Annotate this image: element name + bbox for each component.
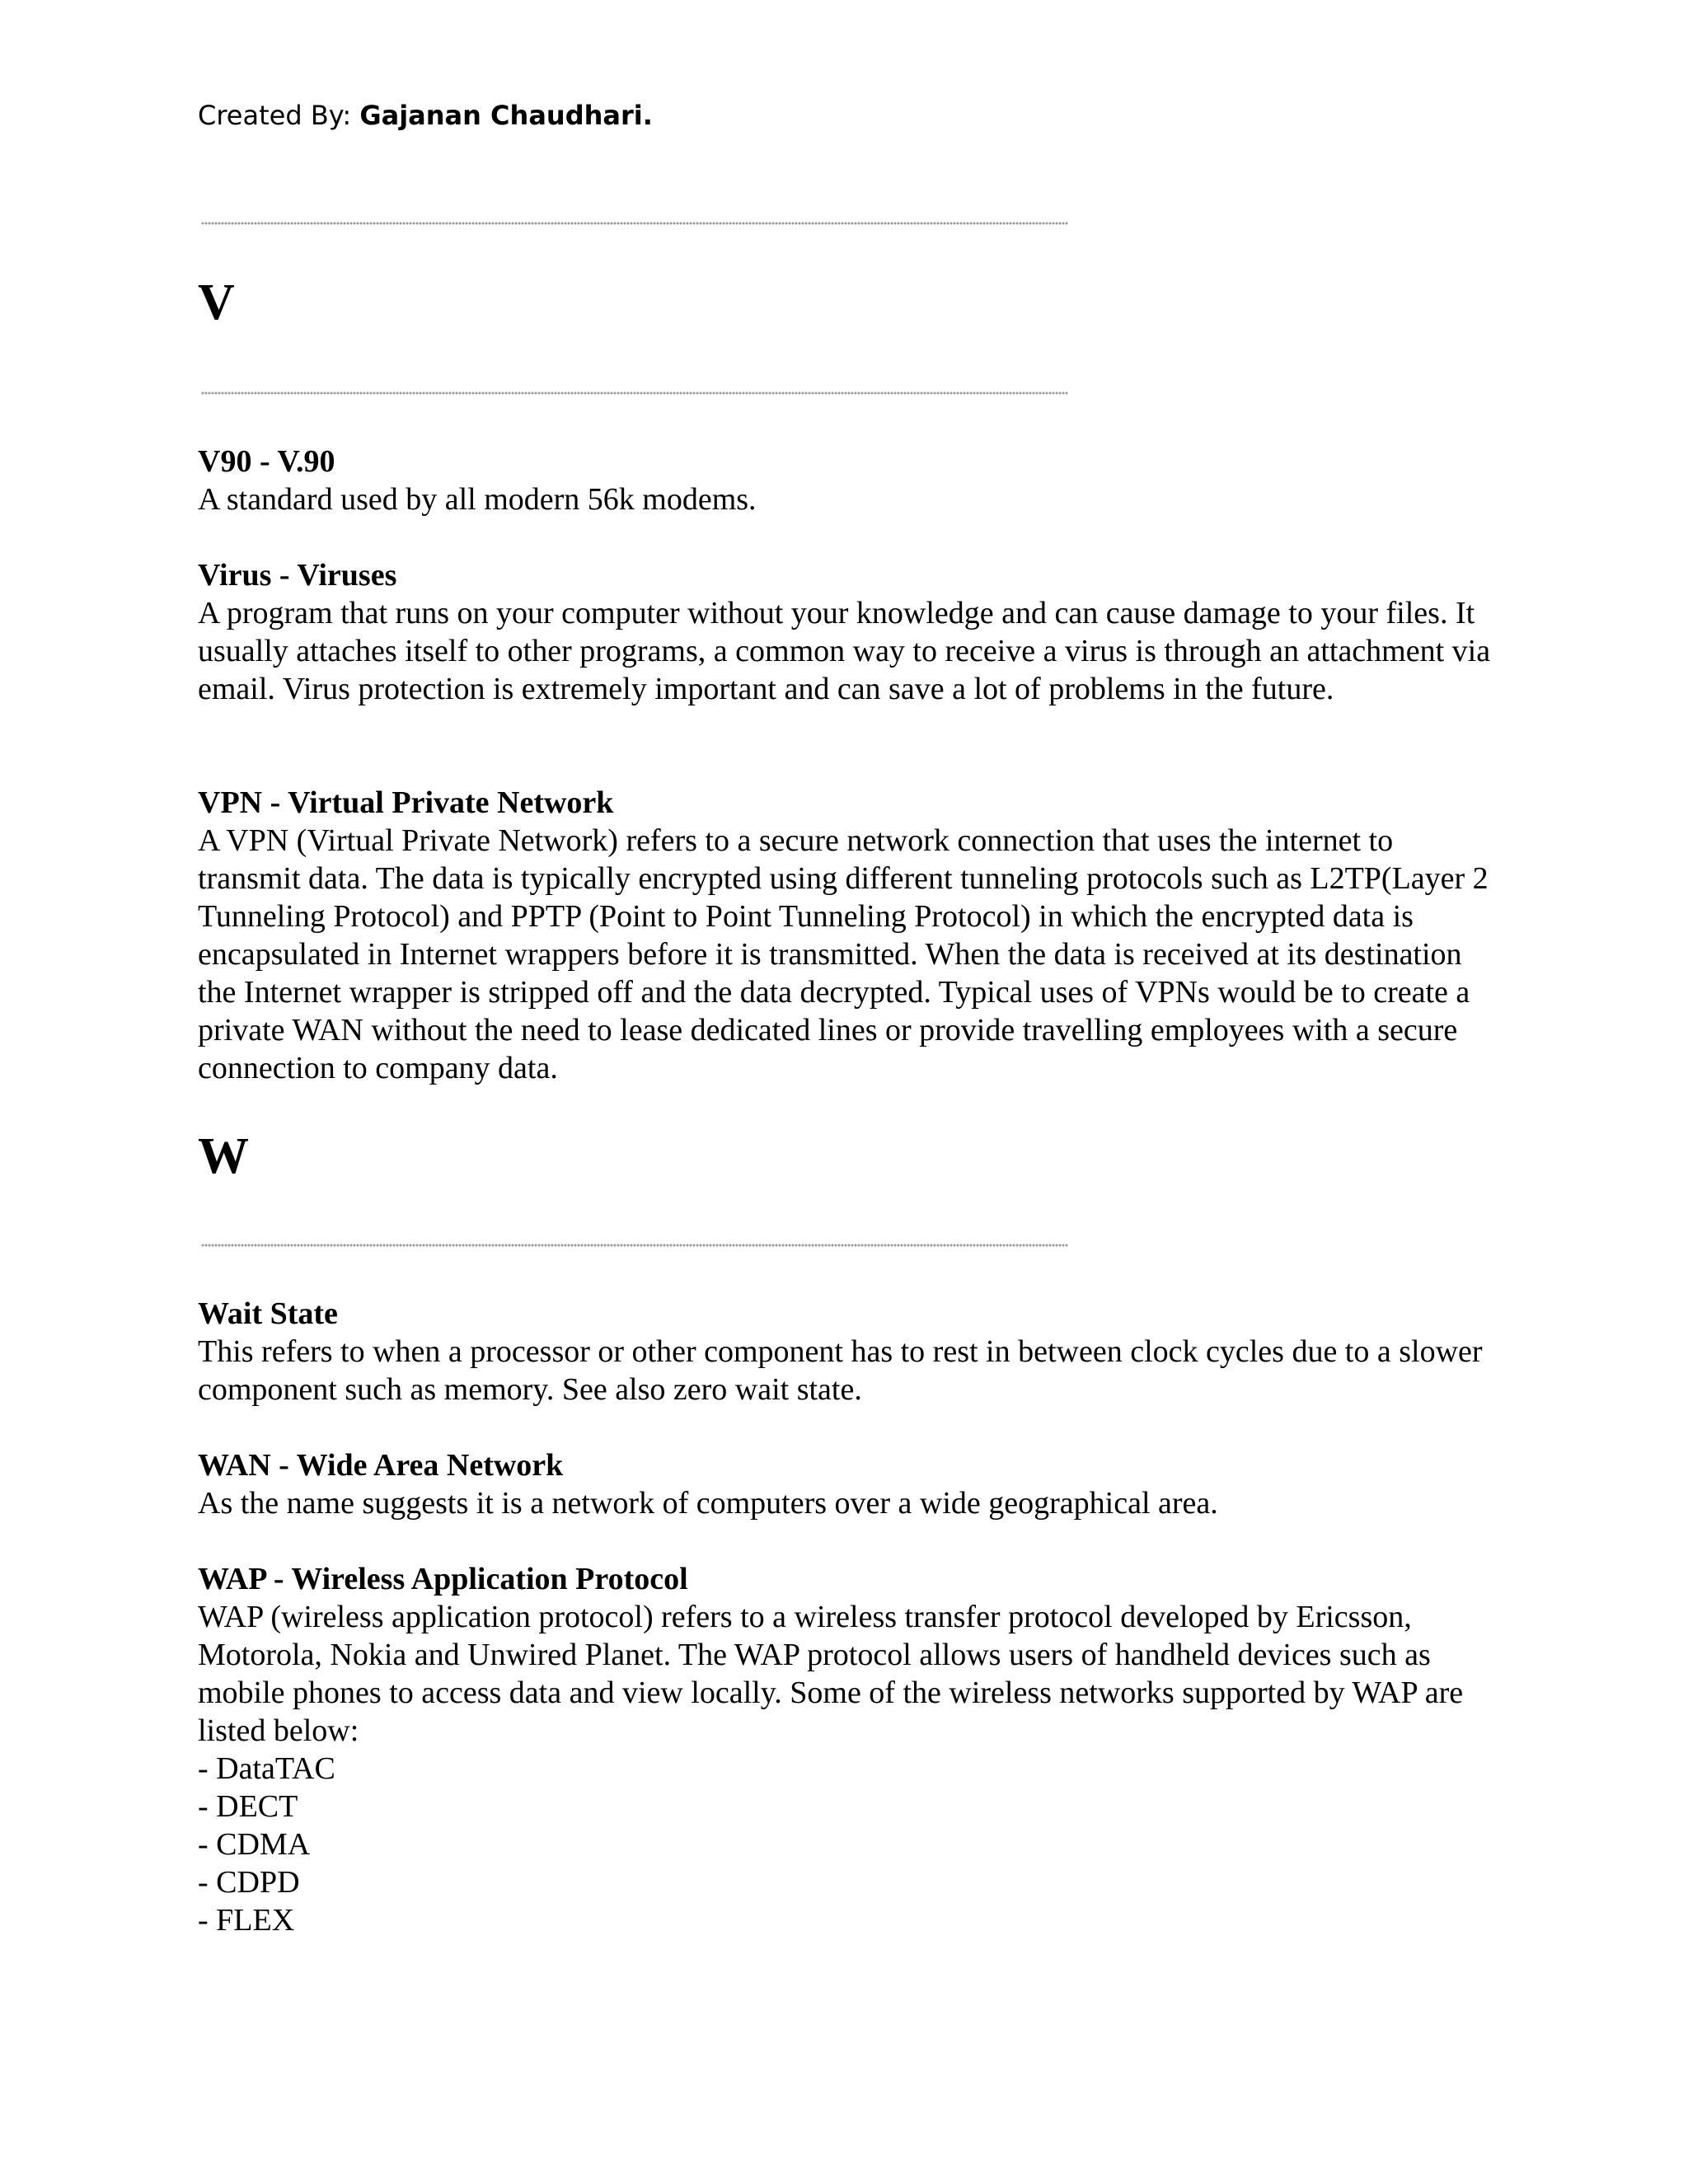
glossary-entry-wan xyxy=(198,1446,1492,1522)
network-list-item: - FLEX xyxy=(198,1903,295,1938)
created-by-line xyxy=(198,99,653,132)
dotted-divider xyxy=(201,1243,1068,1248)
section-letter-w: W xyxy=(198,1128,249,1184)
glossary-entry-virus xyxy=(198,556,1492,708)
entry-term: WAP - Wireless Application Protocol xyxy=(198,1562,688,1596)
entry-term: Wait State xyxy=(198,1296,338,1331)
entry-term: Virus - Viruses xyxy=(198,558,397,593)
entry-definition: A program that runs on your computer without your knowledge and can cause damage to your files. It usually attaches itself to other programs, a common way to receive a virus is through an attachment via email. Virus protection is extremely important and can save a lot of problems in the future. xyxy=(198,596,1491,706)
entry-definition: As the name suggests it is a network of computers over a wide geographical area. xyxy=(198,1486,1218,1521)
entry-term: VPN - Virtual Private Network xyxy=(198,785,614,820)
section-letter-v: V xyxy=(198,274,235,330)
glossary-entry-wait-state xyxy=(198,1295,1492,1408)
network-list-item: - CDMA xyxy=(198,1827,311,1862)
author-name: Gajanan Chaudhari. xyxy=(359,100,653,131)
entry-term: V90 - V.90 xyxy=(198,444,335,479)
network-list-item: - DECT xyxy=(198,1789,298,1824)
network-list-item: - DataTAC xyxy=(198,1751,335,1786)
dotted-divider xyxy=(201,391,1068,396)
entry-definition: A VPN (Virtual Private Network) refers to a secure network connection that uses the internet to transmit data. The data is typically encrypted using different tunneling protocols such as L2TP(Layer 2 Tunneling Protocol) and PPTP (Point to Point Tunneling Protocol) in which the encrypted data is encapsulated in Internet wrappers before it is transmitted. When the data is received at its destination the Internet wrapper is stripped off and the data decrypted. Typical uses of VPNs would be to create a private WAN without the need to lease dedicated lines or provide travelling employees with a secure connection to company data. xyxy=(198,823,1489,1085)
glossary-entry-v90 xyxy=(198,443,1492,518)
dotted-divider xyxy=(201,221,1068,226)
entry-definition: This refers to when a processor or other component has to rest in between clock cycles due to a slower component such as memory. See also zero wait state. xyxy=(198,1334,1483,1407)
glossary-entry-wap xyxy=(198,1560,1492,1939)
network-list-item: - CDPD xyxy=(198,1865,300,1900)
entry-term: WAN - Wide Area Network xyxy=(198,1448,564,1483)
created-by-label: Created By: xyxy=(198,100,360,131)
glossary-entry-vpn xyxy=(198,784,1492,1087)
entry-definition: WAP (wireless application protocol) refers to a wireless transfer protocol developed by Ericsson, Motorola, Nokia and Unwired Planet. The WAP protocol allows users of handheld devices such as mobile phones to access data and view locally. Some of the wireless networks supported by WAP are listed below: xyxy=(198,1600,1464,1748)
entry-definition: A standard used by all modern 56k modems. xyxy=(198,482,757,517)
